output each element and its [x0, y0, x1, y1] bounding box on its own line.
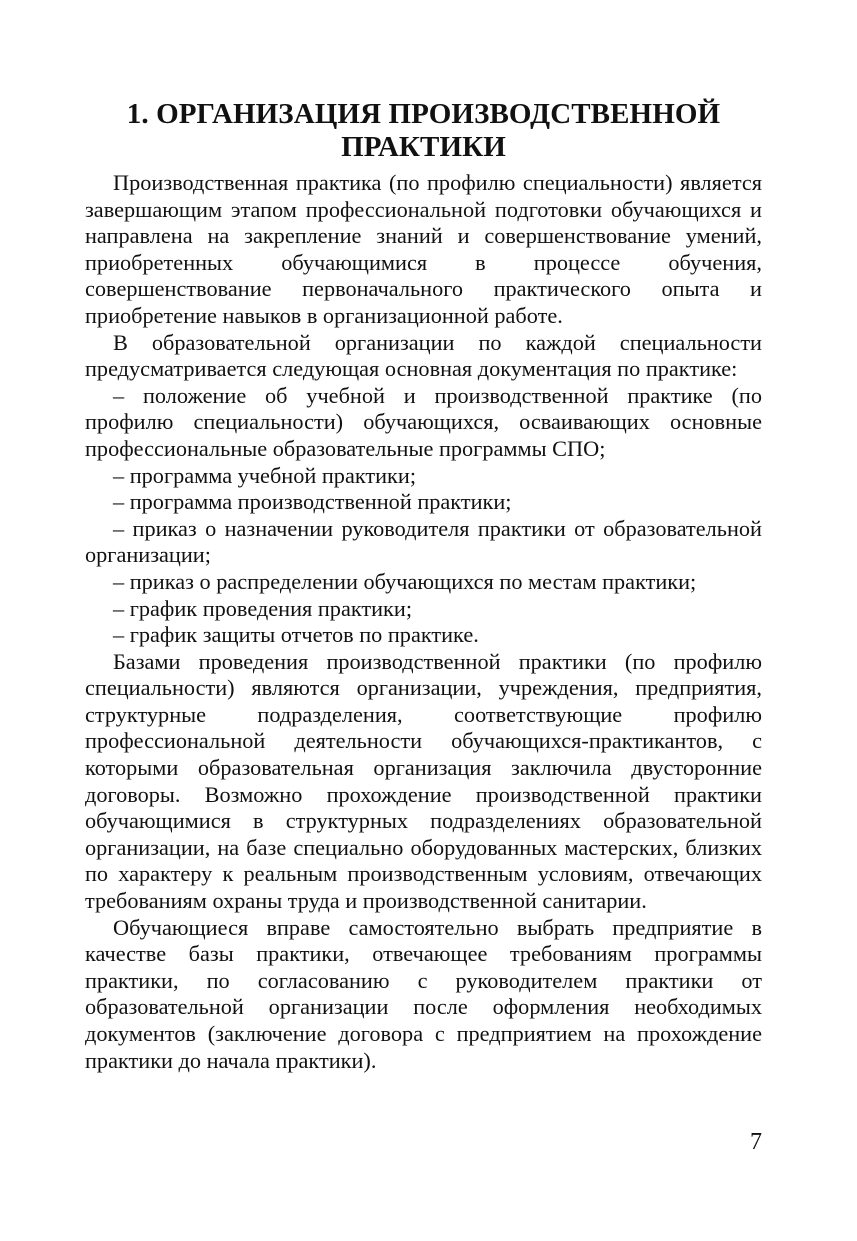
page-content	[85, 98, 762, 1074]
chapter-heading-line-1: 1. ОРГАНИЗАЦИЯ ПРОИЗВОДСТВЕННОЙ	[126, 98, 721, 130]
chapter-heading	[85, 98, 762, 164]
paragraph-student-choice: Обучающиеся вправе самостоятельно выбрать предприятие в качестве базы практики, отвечающее требованиям программы практики, по согласованию с руководителем практики от образовательной организации после оформления необходимых документов (заключение договора с предприятием на прохождение практики до начала практики).	[85, 914, 762, 1073]
documentation-list	[85, 383, 762, 649]
list-item: – график проведения практики;	[113, 595, 413, 621]
list-item: – программа учебной практики;	[113, 462, 417, 488]
chapter-heading-line-2: ПРАКТИКИ	[341, 131, 506, 163]
list-item: – график защиты отчетов по практике.	[113, 622, 479, 648]
list-item: – приказ о распределении обучающихся по местам практики;	[113, 568, 697, 594]
list-item: – приказ о назначении руководителя практики от образовательной организации;	[85, 515, 762, 568]
paragraph-intro: Производственная практика (по профилю специальности) является завершающим этапом профессиональной подготовки обучающихся и направлена на закрепление знаний и совершенствование умений, приобретенных обучающимися в процессе обучения, совершенствование первоначального практического опыта и приобретение навыков в организационной работе.	[85, 170, 762, 328]
paragraph-bases: Базами проведения производственной практики (по профилю специальности) являются организации, учреждения, предприятия, структурные подразделения, соответствующие профилю профессиональной деятельности обучающихся-практикантов, с которыми образовательная организация заключила двусторонние договоры. Возможно прохождение производственной практики обучающимися в структурных подразделениях образовательной организации, на базе специально оборудованных мастерских, близких по характеру к реальным производственным условиям, отвечающих требованиям охраны труда и производственной санитарии.	[85, 648, 762, 914]
page-number: 7	[750, 1129, 762, 1155]
paragraph-documentation: В образовательной организации по каждой специальности предусматривается следующая основная документация по практике:	[85, 329, 762, 382]
list-item: – положение об учебной и производственной практике (по профилю специальности) обучающихся, осваивающих основные профессиональные образовательные программы СПО;	[85, 382, 762, 461]
list-item: – программа производственной практики;	[113, 489, 512, 515]
